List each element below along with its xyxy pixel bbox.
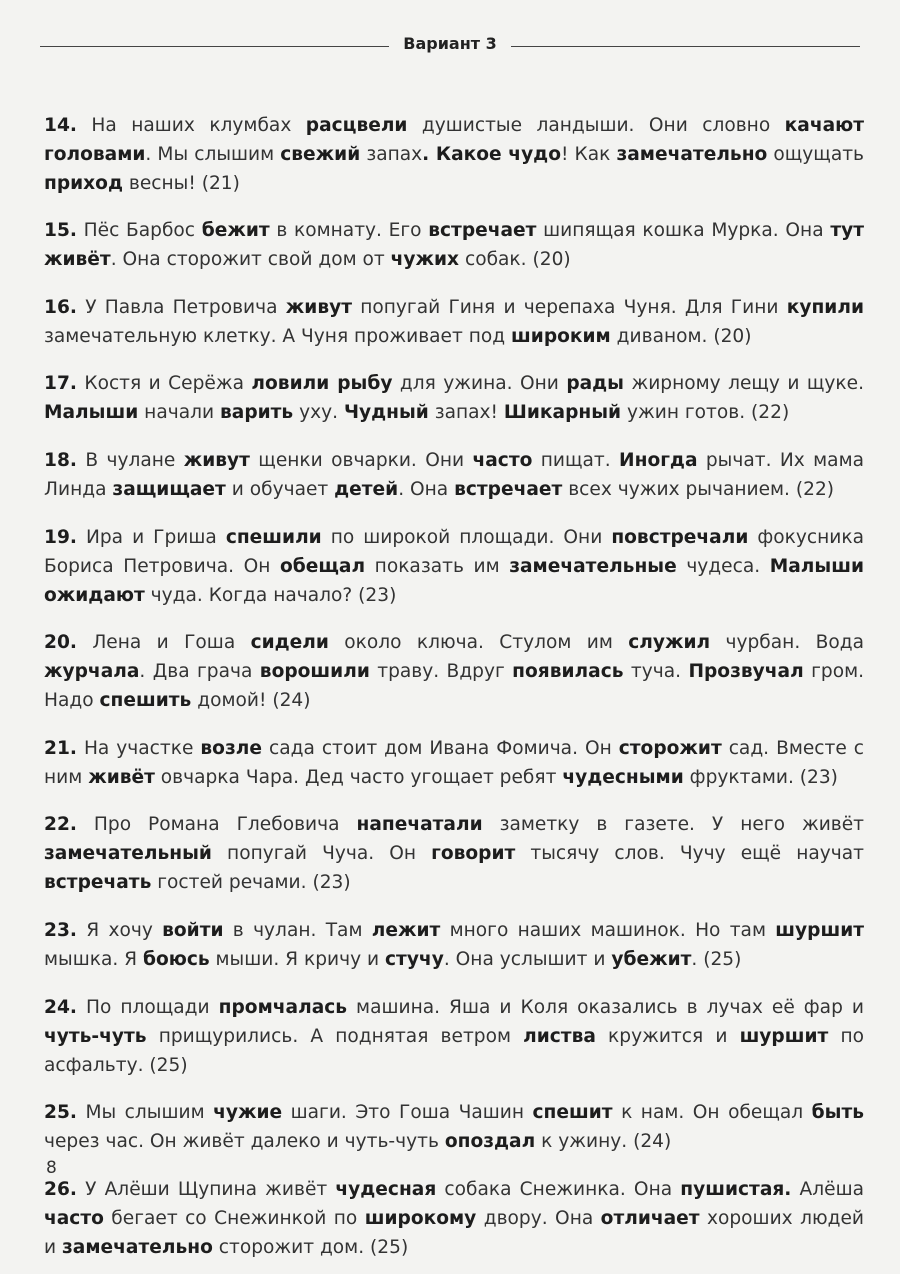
highlighted-word: бежит (201, 220, 270, 242)
dictation-item (44, 1098, 864, 1156)
highlighted-word: детей (334, 478, 399, 500)
item-text: На наших клумбах (76, 114, 306, 136)
item-text: . Она (398, 478, 455, 500)
highlighted-word: возле (200, 737, 262, 759)
item-text: овчарка Чара. Дед часто угощает ребят (154, 766, 563, 788)
highlighted-word: Малыши ожидают (44, 555, 864, 606)
highlighted-word: стучу (385, 948, 444, 970)
item-text: собак. (20) (459, 249, 571, 271)
item-text: сторожит дом. (25) (212, 1236, 409, 1258)
highlighted-word: встречает (428, 220, 537, 242)
highlighted-word: замечательные (509, 555, 677, 577)
dictation-item (44, 1175, 864, 1262)
item-text: диваном. (20) (610, 325, 752, 347)
item-text: через час. Он живёт далеко и чуть-чуть (44, 1131, 445, 1153)
highlighted-word: спешит (532, 1102, 613, 1124)
highlighted-word: чудесная (335, 1178, 437, 1200)
item-text: сад. Вместе с ним (44, 737, 864, 788)
highlighted-word: промчалась (218, 996, 348, 1018)
highlighted-word: живут (285, 296, 352, 318)
item-text: собака Снежинка. Она (436, 1178, 681, 1200)
item-text: к ужину. (24) (535, 1131, 672, 1153)
item-number: 16. (44, 296, 77, 318)
item-text: шипящая кошка Мурка. Она (536, 220, 831, 242)
item-number: 18. (44, 449, 77, 471)
item-text: бегает со Снежинкой по (103, 1207, 365, 1229)
item-text: мышка. Я (44, 948, 143, 970)
item-text: Пёс Барбос (76, 220, 202, 242)
item-number: 25. (44, 1102, 77, 1124)
highlighted-word: быть (811, 1102, 865, 1124)
highlighted-word: свежий (280, 143, 361, 165)
item-text: много наших машинок. Но там (440, 919, 776, 941)
highlighted-word: качают (784, 114, 865, 136)
highlighted-word: чудесными (562, 766, 684, 788)
highlighted-word: появилась (512, 661, 624, 683)
highlighted-word: часто (472, 449, 533, 471)
page-number: 8 (46, 1158, 57, 1178)
item-text: ощущать (767, 143, 864, 165)
item-text: фруктами. (23) (683, 766, 838, 788)
highlighted-word: боюсь (143, 948, 210, 970)
item-text: рычат. Их мама Линда (44, 449, 864, 500)
highlighted-word: спешить (99, 690, 192, 712)
item-text: ! Как (560, 143, 617, 165)
highlighted-word: шуршит (739, 1025, 829, 1047)
item-text: запах (360, 143, 423, 165)
item-number: 23. (44, 919, 77, 941)
item-number: 20. (44, 632, 77, 654)
highlighted-word: опоздал (444, 1131, 536, 1153)
item-text: . Она услышит и (443, 948, 612, 970)
item-text: У Алёши Щупина живёт (76, 1178, 336, 1200)
dictation-item (44, 446, 864, 504)
item-text: траву. Вдруг (369, 661, 513, 683)
highlighted-word: журчала (44, 661, 140, 683)
item-text: показать им (365, 555, 510, 577)
highlighted-word: замечательно (62, 1236, 213, 1258)
highlighted-word: Шикарный (503, 402, 622, 424)
highlighted-word: варить (220, 402, 294, 424)
item-text: жирному лещу и щуке. (624, 373, 864, 395)
item-text: В чулане (76, 449, 184, 471)
highlighted-word: служил (628, 632, 711, 654)
page-header (0, 34, 900, 62)
item-text: По площади (76, 996, 219, 1018)
dictation-list (44, 92, 864, 1274)
highlighted-word: встречать (44, 872, 152, 894)
highlighted-word: говорит (431, 843, 516, 865)
highlighted-word: войти (162, 919, 224, 941)
item-text: чурбан. Вода (710, 632, 864, 654)
item-text: Алёша (791, 1178, 864, 1200)
highlighted-word: купили (786, 296, 864, 318)
highlighted-word: живёт (88, 766, 155, 788)
item-text: запах! (428, 402, 504, 424)
item-number: 22. (44, 814, 77, 836)
item-text: к нам. Он обещал (612, 1102, 812, 1124)
item-text: На участке (76, 737, 201, 759)
item-text: сада стоит дом Ивана Фомича. Он (261, 737, 619, 759)
highlighted-word: ворошили (259, 661, 370, 683)
dictation-item (44, 916, 864, 974)
highlighted-word: приход (44, 172, 123, 194)
item-text: кружится и (595, 1025, 740, 1047)
highlighted-word: спешили (225, 526, 322, 548)
item-text: Мы слышим (76, 1102, 214, 1124)
highlighted-word: Иногда (619, 449, 698, 471)
item-text: домой! (24) (191, 690, 311, 712)
item-text: Лена и Гоша (76, 632, 251, 654)
highlighted-word: широким (511, 325, 611, 347)
item-text: уху. (293, 402, 344, 424)
item-text: . (25) (691, 948, 742, 970)
highlighted-word: чуть-чуть (44, 1025, 147, 1047)
highlighted-word: убежит (611, 948, 692, 970)
item-text: мыши. Я кричу и (209, 948, 386, 970)
highlighted-word: лежит (371, 919, 441, 941)
highlighted-word: Прозвучал (688, 661, 804, 683)
highlighted-word: сидели (250, 632, 329, 654)
item-number: 14. (44, 114, 77, 136)
dictation-item (44, 293, 864, 351)
item-text: по асфальту. (25) (44, 1025, 864, 1076)
dictation-item (44, 111, 864, 198)
dictation-item (44, 993, 864, 1080)
item-text: машина. Яша и Коля оказались в лучах её фар и (347, 996, 864, 1018)
item-number: 19. (44, 526, 77, 548)
item-number: 17. (44, 373, 77, 395)
highlighted-word: напечатали (356, 814, 483, 836)
item-text: двору. Она (476, 1207, 601, 1229)
item-text: У Павла Петровича (76, 296, 286, 318)
item-text: заметку в газете. У него живёт (482, 814, 865, 836)
highlighted-word: ловили рыбу (251, 373, 393, 395)
item-text: Ира и Гриша (76, 526, 226, 548)
item-text: ужин готов. (22) (621, 402, 790, 424)
highlighted-word: чужие (213, 1102, 283, 1124)
item-text: около ключа. Стулом им (328, 632, 629, 654)
highlighted-word: замечательно (616, 143, 768, 165)
item-text: Костя и Серёжа (76, 373, 252, 395)
highlighted-word: тут живёт (44, 220, 864, 271)
dictation-item (44, 628, 864, 715)
item-text: чуда. Когда начало? (23) (144, 584, 397, 606)
item-text: в чулан. Там (223, 919, 372, 941)
highlighted-word: замечательный (44, 843, 212, 865)
item-text: весны! (21) (122, 172, 240, 194)
highlighted-word: живут (183, 449, 250, 471)
item-number: 15. (44, 220, 77, 242)
item-text: . Два грача (139, 661, 260, 683)
dictation-item (44, 810, 864, 897)
highlighted-word: обещал (279, 555, 366, 577)
highlighted-word: головами (44, 143, 146, 165)
item-text: всех чужих рычанием. (22) (562, 478, 835, 500)
item-number: 21. (44, 737, 77, 759)
item-text: гром. Надо (44, 661, 865, 712)
item-text: для ужина. Они (392, 373, 567, 395)
item-text: замечательную клетку. А Чуня проживает под (44, 325, 512, 347)
item-text: гостей речами. (23) (151, 872, 351, 894)
dictation-item (44, 523, 864, 610)
highlighted-word: сторожит (618, 737, 722, 759)
highlighted-word: Чудный (343, 402, 429, 424)
highlighted-word: Малыши (44, 402, 139, 424)
item-text: Про Романа Глебовича (76, 814, 357, 836)
item-text: . Мы слышим (145, 143, 281, 165)
variant-title: Вариант 3 (389, 34, 510, 53)
highlighted-word: шуршит (775, 919, 865, 941)
highlighted-word: встречает (454, 478, 563, 500)
highlighted-word: часто (44, 1207, 104, 1229)
item-text: хороших людей и (44, 1207, 864, 1258)
item-text: тысячу слов. Чучу ещё научат (515, 843, 864, 865)
item-text: попугай Гиня и черепаха Чуня. Для Гини (351, 296, 787, 318)
dictation-item (44, 216, 864, 274)
item-text: пищат. (532, 449, 620, 471)
highlighted-word: защищает (112, 478, 226, 500)
item-text: попугай Чуча. Он (211, 843, 432, 865)
highlighted-word: листва (523, 1025, 596, 1047)
dictation-item (44, 369, 864, 427)
item-text: туча. (623, 661, 689, 683)
item-text: по широкой площади. Они (321, 526, 612, 548)
highlighted-word: повстречали (611, 526, 749, 548)
item-text: чудеса. (676, 555, 770, 577)
highlighted-word: расцвели (305, 114, 408, 136)
item-number: 24. (44, 996, 77, 1018)
item-text: душистые ландыши. Они словно (407, 114, 785, 136)
item-text: прищурились. А поднятая ветром (146, 1025, 524, 1047)
highlighted-word: широкому (364, 1207, 477, 1229)
item-number: 26. (44, 1178, 77, 1200)
item-text: Я хочу (76, 919, 163, 941)
item-text: шаги. Это Гоша Чашин (282, 1102, 533, 1124)
item-text: щенки овчарки. Они (249, 449, 473, 471)
highlighted-word: рады (566, 373, 625, 395)
item-text: и обучает (225, 478, 335, 500)
item-text: . Она сторожит свой дом от (110, 249, 391, 271)
highlighted-word: . Какое чудо (422, 143, 561, 165)
dictation-item (44, 734, 864, 792)
highlighted-word: отличает (600, 1207, 700, 1229)
highlighted-word: пушистая. (680, 1178, 792, 1200)
item-text: фокусника Бориса Петровича. Он (44, 526, 864, 577)
highlighted-word: чужих (390, 249, 460, 271)
item-text: в комнату. Его (269, 220, 429, 242)
item-text: начали (138, 402, 220, 424)
